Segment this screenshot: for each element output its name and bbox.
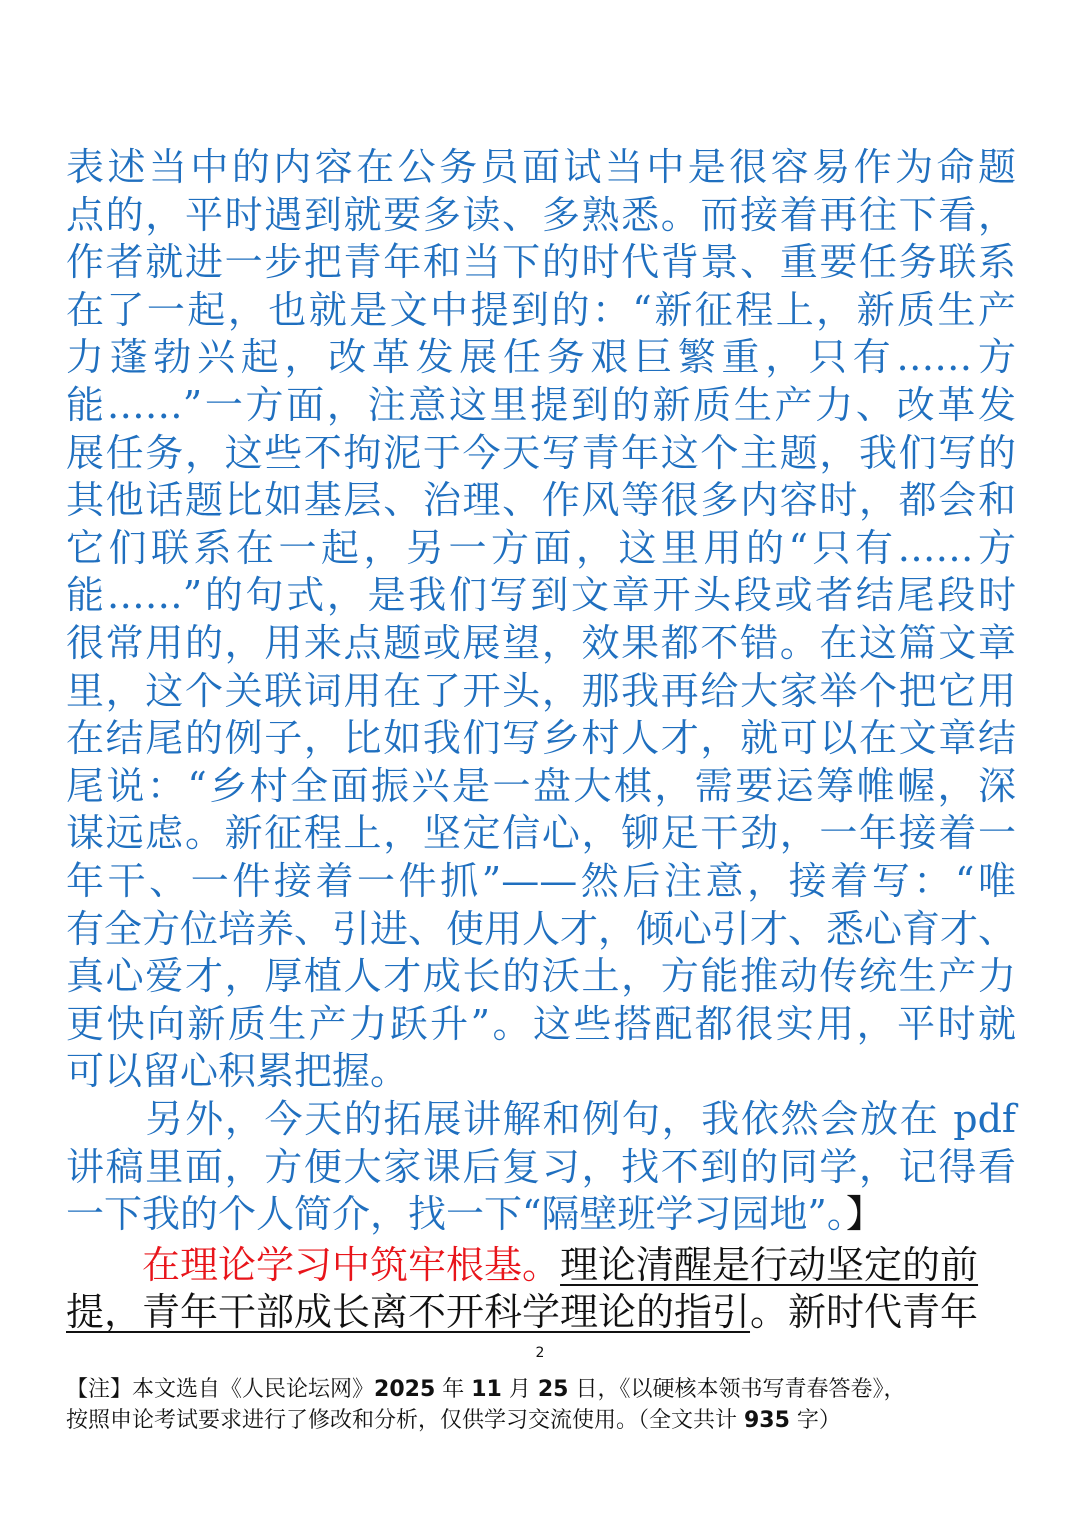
- commentary-line: 尾说：“乡村全面振兴是一盘大棋，需要运筹帷幄，深: [66, 764, 1016, 808]
- commentary-line: 在结尾的例子，比如我们写乡村人才，就可以在文章结: [66, 716, 1016, 760]
- commentary-line: 可以留心积累把握。: [66, 1049, 409, 1093]
- commentary-line: 一下我的个人简介，找一下“隔壁班学习园地”。】: [66, 1192, 884, 1236]
- commentary-line: 表述当中的内容在公务员面试当中是很容易作为命题: [66, 145, 1016, 189]
- paragraph-body-line: [66, 1288, 1016, 1336]
- commentary-line: 真心爱才，厚植人才成长的沃土，方能推动传统生产力: [66, 954, 1016, 998]
- commentary-line: 很常用的，用来点题或展望，效果都不错。在这篇文章: [66, 621, 1016, 665]
- section-heading: 在理论学习中筑牢根基。: [142, 1243, 561, 1287]
- commentary-line: 里，这个关联词用在了开头，那我再给大家举个把它用: [66, 669, 1016, 713]
- commentary-line: 在了一起，也就是文中提到的：“新征程上，新质生产: [66, 288, 1016, 332]
- commentary-line: 能……”的句式，是我们写到文章开头段或者结尾段时: [66, 573, 1016, 617]
- body-text: 。新时代青年: [750, 1290, 979, 1334]
- commentary-line: 另外，今天的拓展讲解和例句，我依然会放在 pdf: [66, 1097, 1016, 1141]
- source-note-line-2: 按照申论考试要求进行了修改和分析，仅供学习交流使用。（全文共计 935 字）: [66, 1408, 841, 1433]
- closing-bracket: 】: [845, 1192, 884, 1236]
- paragraph-heading-line: [66, 1241, 1016, 1289]
- underlined-sentence: 理论清醒是行动坚定的前: [560, 1243, 979, 1287]
- commentary-line: 讲稿里面，方便大家课后复习，找不到的同学，记得看: [66, 1145, 1016, 1189]
- commentary-line: 力蓬勃兴起，改革发展任务艰巨繁重，只有……方: [66, 335, 1016, 379]
- underlined-sentence-cont: 提，青年干部成长离不开科学理论的指引: [66, 1290, 751, 1334]
- commentary-line: 作者就进一步把青年和当下的时代背景、重要任务联系: [66, 240, 1016, 284]
- commentary-line: 年干、一件接着一件抓”——然后注意，接着写：“唯: [66, 859, 1016, 903]
- commentary-line: 更快向新质生产力跃升”。这些搭配都很实用，平时就: [66, 1002, 1016, 1046]
- commentary-line: 有全方位培养、引进、使用人才，倾心引才、悉心育才、: [66, 907, 1017, 951]
- commentary-line: 其他话题比如基层、治理、作风等很多内容时，都会和: [66, 478, 1016, 522]
- commentary-line: 能……”一方面，注意这里提到的新质生产力、改革发: [66, 383, 1016, 427]
- commentary-line: 展任务，这些不拘泥于今天写青年这个主题，我们写的: [66, 431, 1016, 475]
- source-note-line-1: 【注】本文选自《人民论坛网》2025 年 11 月 25 日，《以硬核本领书写青春答卷》，: [66, 1377, 906, 1402]
- commentary-line: 谋远虑。新征程上，坚定信心，铆足干劲，一年接着一: [66, 811, 1016, 855]
- commentary-line: 点的，平时遇到就要多读、多熟悉。而接着再往下看，: [66, 193, 1016, 237]
- commentary-line: 它们联系在一起，另一方面，这里用的“只有……方: [66, 526, 1016, 570]
- page-number: 2: [535, 1345, 545, 1361]
